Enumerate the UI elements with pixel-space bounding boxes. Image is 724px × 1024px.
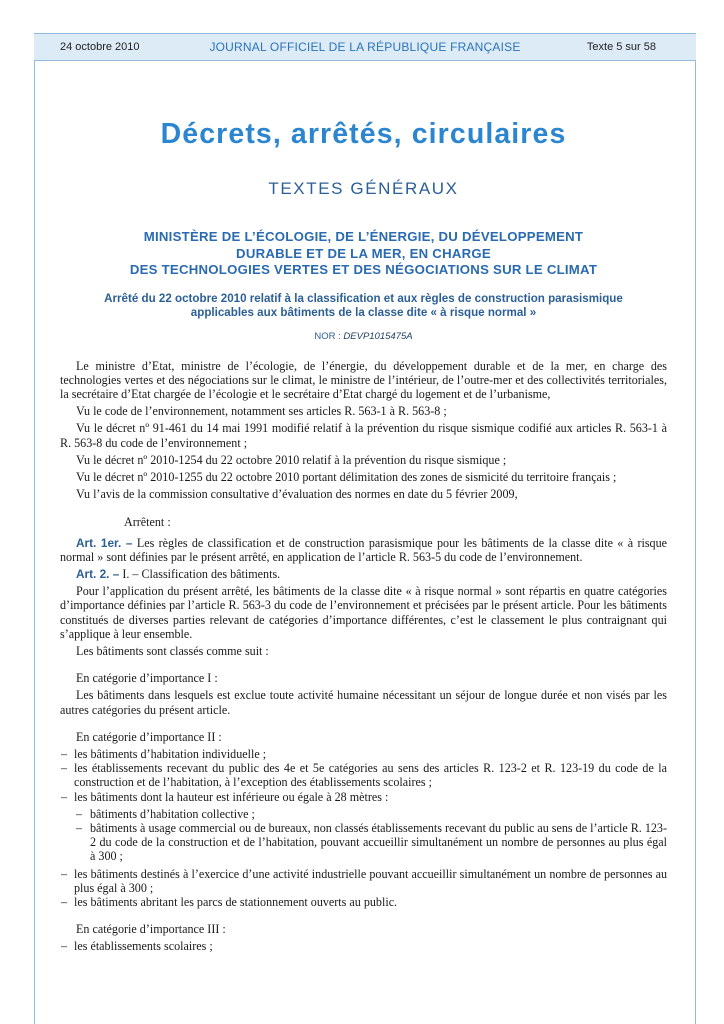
sub-title: TEXTES GÉNÉRAUX bbox=[268, 179, 459, 198]
preamble-paragraph: Vu l’avis de la commission consultative d’évaluation des normes en date du 5 février 2009, bbox=[76, 487, 518, 502]
ministry-heading bbox=[60, 229, 667, 279]
publication-date: 24 octobre 2010 bbox=[60, 41, 140, 53]
category-3-title: En catégorie d’importance III : bbox=[76, 922, 226, 937]
category-3-list bbox=[60, 939, 667, 953]
sub-list-item: – bâtiments d’habitation collective ; bbox=[60, 807, 667, 821]
nor-reference bbox=[60, 331, 667, 343]
list-item: – les bâtiments destinés à l’exercice d’une activité industrielle pouvant accueillir simultanément un nombre de personnes au plus égal à 300 ; bbox=[60, 867, 667, 895]
journal-name: JOURNAL OFFICIEL DE LA RÉPUBLIQUE FRANÇAISE bbox=[209, 40, 521, 54]
arretent: Arrêtent : bbox=[124, 515, 171, 530]
list-item: – les établissements scolaires ; bbox=[60, 939, 667, 953]
article-2-intro: Pour l’application du présent arrêté, les bâtiments de la classe dite « à risque normal » sont répartis en quatre catégories d’importance définies par l’article R. 563-3 du code de l’environnement et précisées par le présent article. Pour les bâtiments constitués de diverses parties relevant de catégories d’importance différentes, c’est le classement le plus contraignant qui s’applique à leur ensemble. bbox=[60, 584, 667, 641]
category-1-text: Les bâtiments dans lesquels est exclue toute activité humaine nécessitant un séjour de longue durée et non visés par les autres catégories du présent article. bbox=[60, 688, 667, 717]
decree-text bbox=[60, 359, 667, 954]
article-2-label: Art. 2. – bbox=[76, 566, 120, 581]
category-2-title: En catégorie d’importance II : bbox=[76, 729, 222, 744]
preamble-paragraph: Vu le décret nº 2010-1254 du 22 octobre 2010 relatif à la prévention du risque sismique ; bbox=[76, 452, 507, 467]
category-2-list bbox=[60, 747, 667, 804]
document-body bbox=[60, 115, 667, 957]
list-item: – les établissements recevant du public des 4e et 5e catégories au sens des articles R. 123-2 et R. 123-19 du code de la construction et de l’habitation, à l’exception des établissements scolaires ; bbox=[60, 761, 667, 789]
preamble-paragraph: Vu le code de l’environnement, notamment ses articles R. 563-1 à R. 563-8 ; bbox=[76, 404, 447, 419]
preamble-paragraph: Le ministre d’Etat, ministre de l’écologie, de l’énergie, du développement durable et de la mer, en charge des technologies vertes et des négociations sur le climat, le ministre de l’intérieur, de l’outre-mer et des collectivités territoriales, la secrétaire d’Etat chargée de l’écologie et le secrétaire d’Etat chargé du logement et de l’urbanisme, bbox=[60, 358, 667, 401]
ministry-line: DES TECHNOLOGIES VERTES ET DES NÉGOCIATIONS SUR LE CLIMAT bbox=[129, 262, 598, 277]
preamble-paragraph: Vu le décret nº 91-461 du 14 mai 1991 modifié relatif à la prévention du risque sismique codifié aux articles R. 563-1 à R. 563-8 du code de l’environnement ; bbox=[60, 421, 667, 450]
decree-title-line: Arrêté du 22 octobre 2010 relatif à la classification et aux règles de construction parasismique bbox=[104, 291, 623, 305]
article-1-text: Les règles de classification et de construction parasismique pour les bâtiments de la classe dite « à risque normal » sont définies par le présent arrêté, en application de l’article R. 563-5 du code de l’environnement. bbox=[60, 535, 667, 564]
category-2-list-continued bbox=[60, 867, 667, 910]
list-item: – les bâtiments d’habitation individuelle ; bbox=[60, 747, 667, 761]
classification-intro: Les bâtiments sont classés comme suit : bbox=[76, 643, 269, 658]
decree-title-line: applicables aux bâtiments de la classe dite « à risque normal » bbox=[190, 306, 537, 319]
decree-title bbox=[60, 292, 667, 321]
category-1-title: En catégorie d’importance I : bbox=[76, 671, 218, 686]
journal-header bbox=[34, 33, 696, 61]
list-item: – les bâtiments abritant les parcs de stationnement ouverts au public. bbox=[60, 895, 667, 909]
list-item: – les bâtiments dont la hauteur est inférieure ou égale à 28 mètres : bbox=[60, 790, 667, 804]
section-title: Décrets, arrêtés, circulaires bbox=[160, 118, 567, 150]
nor-code: DEVP1015475A bbox=[343, 330, 413, 342]
article-2-heading bbox=[60, 567, 667, 581]
article-2-section: I. – Classification des bâtiments. bbox=[122, 566, 281, 581]
nor-label: NOR : bbox=[314, 330, 341, 342]
category-2-sublist bbox=[60, 807, 667, 864]
ministry-line: DURABLE ET DE LA MER, EN CHARGE bbox=[236, 245, 491, 261]
preamble-paragraph: Vu le décret nº 2010-1255 du 22 octobre 2010 portant délimitation des zones de sismicité du territoire français ; bbox=[76, 469, 617, 484]
article-1 bbox=[60, 536, 667, 564]
ministry-line: MINISTÈRE DE L’ÉCOLOGIE, DE L’ÉNERGIE, DU DÉVELOPPEMENT bbox=[143, 229, 584, 244]
article-1-label: Art. 1er. – bbox=[76, 535, 133, 550]
sub-list-item: – bâtiments à usage commercial ou de bureaux, non classés établissements recevant du public au sens de l’article R. 123-2 du code de la construction et de l’habitation, pouvant accueillir simultanément un nombre de personnes au plus égal à 300 ; bbox=[60, 821, 667, 864]
page-indicator: Texte 5 sur 58 bbox=[586, 41, 656, 53]
